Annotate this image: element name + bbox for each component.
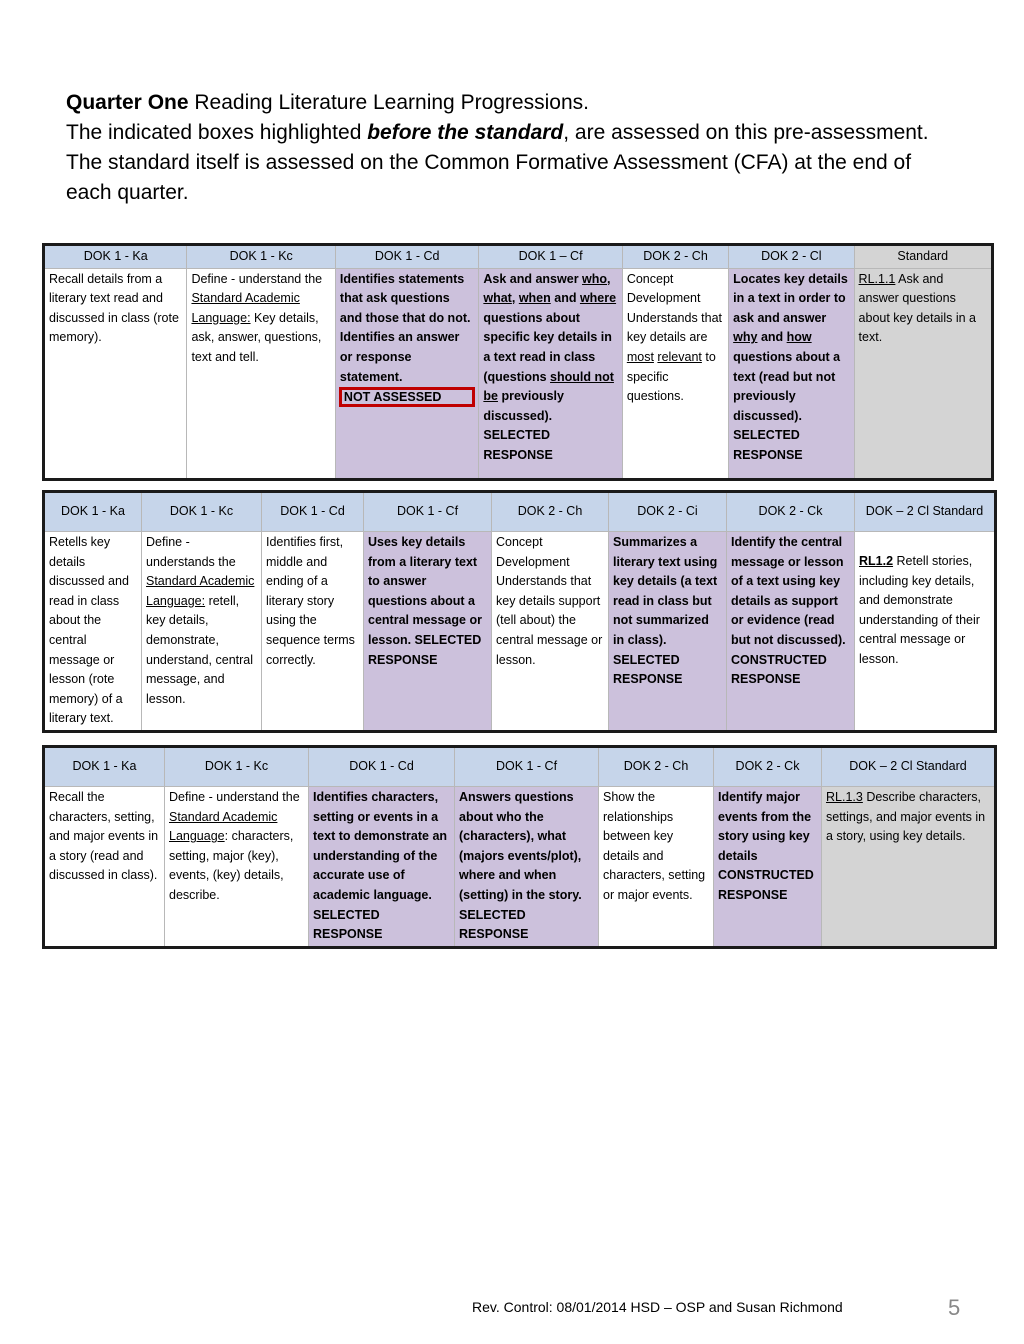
kc-text: Define - understand the [169, 790, 300, 804]
cf-term: where [579, 291, 617, 306]
ch-text: to specific questions. [626, 349, 716, 404]
header-cell: DOK 1 - Cf [364, 492, 492, 532]
kc-text: Key details, ask, answer, questions, text and tell. [191, 310, 322, 364]
cf-text: questions about specific key details in a text read in class (questions [483, 310, 612, 384]
header-cell: DOK 2 - Cl [729, 245, 854, 269]
header-cell: DOK – 2 Cl Standard [822, 747, 996, 787]
cf-term: who [582, 271, 608, 286]
cell-ka: Retells key details discussed and read in class about the central message or lesson (rote memory) of a literary text. [44, 532, 142, 732]
title-bold: Quarter One [66, 91, 189, 114]
header-cell: DOK 2 - Ch [492, 492, 609, 532]
header-cell: DOK 2 - Ch [599, 747, 714, 787]
header-cell: DOK 1 - Cd [309, 747, 455, 787]
ch-term: most [626, 349, 654, 364]
standard-code: RL1.2 [859, 554, 894, 568]
cell-ck: Identify the central message or lesson of a text using key details as support or evidence (read but not discussed). CONSTRUCTED RESPONSE [727, 532, 855, 732]
kc-text: Define - understands the [146, 535, 236, 569]
standard-code: RL.1.3 [826, 790, 863, 804]
cl-text: and [757, 330, 787, 345]
academic-language-term: Standard Academic Language: [191, 291, 300, 325]
header-cell: DOK 1 - Kc [142, 492, 262, 532]
header-cell: DOK 1 - Kc [165, 747, 309, 787]
cell-kc [142, 532, 262, 732]
header-cell: DOK 1 - Cd [262, 492, 364, 532]
cf-term: when [518, 291, 551, 306]
cell-ka: Recall details from a literary text read and discussed in class (rote memory). [44, 268, 187, 479]
page-title [66, 88, 946, 208]
standard-text: Ask and answer questions about key details in a text. [858, 271, 976, 345]
page-number: 5 [948, 1295, 961, 1320]
kc-text: retell, key details, demonstrate, understand, central message, and lesson. [146, 593, 254, 706]
progression-table-rl-1-1 [42, 243, 994, 481]
header-cell: DOK – 2 Cl Standard [855, 492, 996, 532]
description-post: , are assessed on this pre-assessment. The standard itself is assessed on the Common Formative Assessment (CFA) at the end of each quarter. [66, 121, 929, 204]
revision-footer: Rev. Control: 08/01/2014 HSD – OSP and Susan Richmond [472, 1299, 843, 1315]
cell-cd [335, 268, 478, 479]
cf-term: should not be [483, 369, 614, 404]
not-assessed-flag: NOT ASSESSED [339, 387, 475, 407]
ch-term: relevant [657, 349, 702, 364]
ch-text: Concept Development Understands that key details are [626, 271, 723, 345]
kc-text: Define - understand the [191, 271, 323, 286]
cell-standard [822, 787, 996, 948]
cf-text: , [607, 271, 611, 286]
header-cell: DOK 1 - Ka [44, 492, 142, 532]
cell-cd: Identifies characters, setting or events in a text to demonstrate an understanding of the accurate use of academic language. SELECTED RESPONSE [309, 787, 455, 948]
kc-text: : characters, setting, major (key), events, (key) details, describe. [169, 829, 294, 902]
cell-cf [479, 268, 622, 479]
cl-term: why [733, 330, 758, 345]
cell-ch: Concept Development Understands that key details support (tell about) the central message or lesson. [492, 532, 609, 732]
header-cell: DOK 1 - Cf [455, 747, 599, 787]
title-line [66, 88, 946, 118]
cell-standard [854, 268, 992, 479]
header-cell: DOK 1 - Ka [44, 245, 187, 269]
header-row [44, 245, 993, 269]
header-row [44, 492, 996, 532]
cell-kc [165, 787, 309, 948]
cell-standard [855, 532, 996, 732]
cf-text: and [550, 291, 580, 306]
header-cell: DOK 2 - Ck [727, 492, 855, 532]
description [66, 118, 946, 208]
standard-text: Retell stories, including key details, and demonstrate understanding of their central message or lesson. [859, 554, 980, 666]
standard-code: RL.1.1 [858, 271, 896, 286]
header-cell: DOK 1 - Cd [335, 245, 478, 269]
cl-term: how [786, 330, 812, 345]
cell-cf: Answers questions about who the (characters), what (majors events/plot), where and when (setting) in the story. SELECTED RESPONSE [455, 787, 599, 948]
cell-ck: Identify major events from the story using key details CONSTRUCTED RESPONSE [714, 787, 822, 948]
header-cell: DOK 2 - Ck [714, 747, 822, 787]
content-row [44, 268, 993, 479]
cd-text: Identifies statements that ask questions and those that do not. Identifies an answer or response statement. [339, 271, 471, 384]
cf-text: Ask and answer [483, 271, 583, 286]
cf-text: , [511, 291, 519, 306]
header-cell: DOK 2 - Ci [609, 492, 727, 532]
header-row [44, 747, 996, 787]
progression-table-rl-1-3 [42, 745, 997, 949]
content-row [44, 532, 996, 732]
progression-table-rl-1-2 [42, 490, 997, 733]
cell-ci: Summarizes a literary text using key details (a text read in class but not summarized in class). SELECTED RESPONSE [609, 532, 727, 732]
content-row [44, 787, 996, 948]
cell-ch: Show the relationships between key details and characters, setting or major events. [599, 787, 714, 948]
cell-ka: Recall the characters, setting, and major events in a story (read and discussed in class). [44, 787, 165, 948]
cf-term: what [483, 291, 512, 306]
cell-ch [622, 268, 728, 479]
header-cell: DOK 1 – Cf [479, 245, 622, 269]
title-rest: Reading Literature Learning Progressions. [188, 91, 589, 114]
header-cell: DOK 2 - Ch [622, 245, 728, 269]
header-cell: Standard [854, 245, 992, 269]
academic-language-term: Standard Academic Language [169, 809, 278, 844]
cell-cl [729, 268, 854, 479]
description-emphasis: before the standard [367, 121, 564, 144]
standard-text: Describe characters, settings, and major events in a story, using key details. [826, 790, 986, 844]
cell-cd: Identifies first, middle and ending of a literary story using the sequence terms correctly. [262, 532, 364, 732]
cl-text: questions about a text (read but not previously discussed). SELECTED RESPONSE [733, 349, 841, 462]
header-cell: DOK 1 - Kc [187, 245, 335, 269]
header-cell: DOK 1 - Ka [44, 747, 165, 787]
cf-text: previously discussed). SELECTED RESPONSE [483, 389, 564, 462]
description-pre: The indicated boxes highlighted [66, 121, 368, 144]
academic-language-term: Standard Academic Language: [146, 574, 255, 608]
cell-cf: Uses key details from a literary text to answer questions about a central message or lesson. SELECTED RESPONSE [364, 532, 492, 732]
cell-kc [187, 268, 335, 479]
cl-text: Locates key details in a text in order to ask and answer [733, 271, 848, 325]
